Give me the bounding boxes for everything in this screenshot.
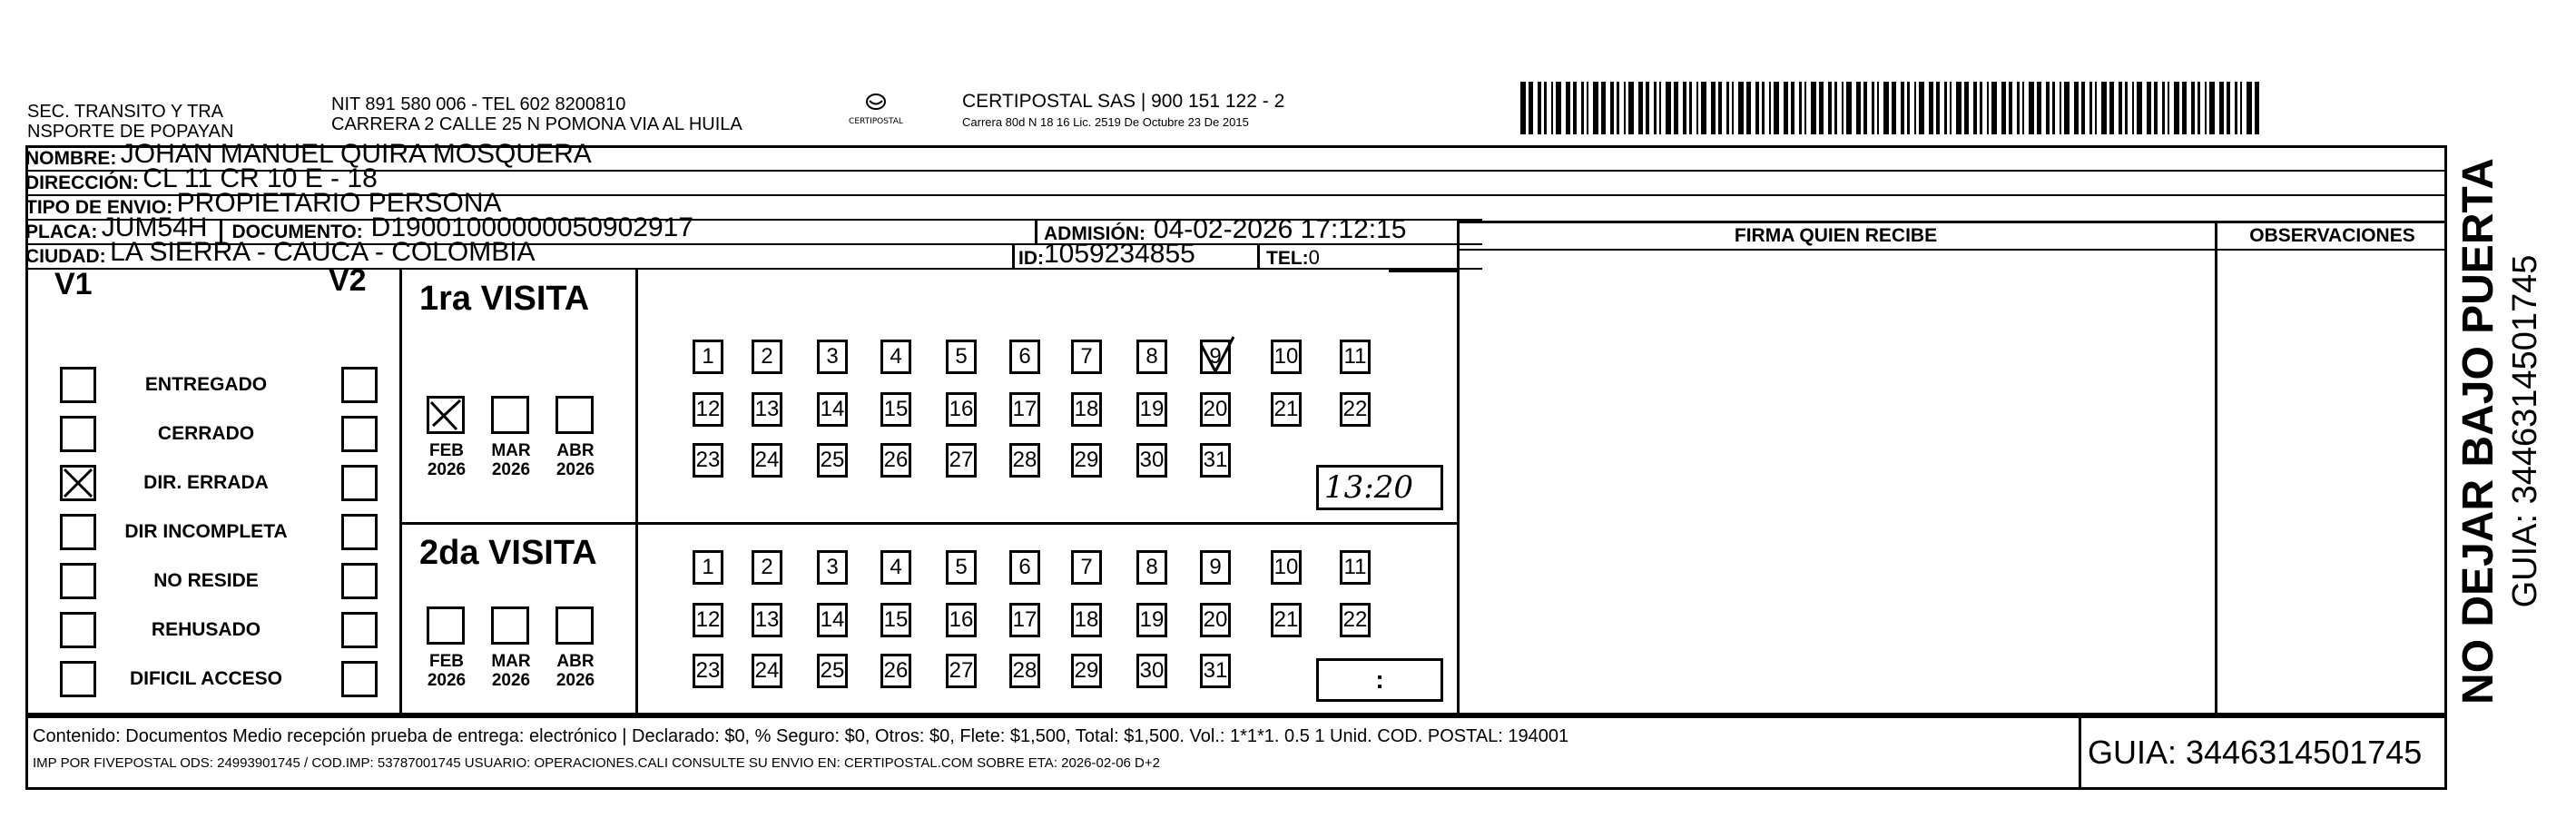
day-box[interactable]: 17 bbox=[1009, 392, 1040, 427]
barcode-bar bbox=[2052, 82, 2055, 134]
day-box[interactable]: 19 bbox=[1136, 392, 1167, 427]
barcode-bar bbox=[1628, 82, 1634, 134]
day-box[interactable]: 16 bbox=[946, 603, 977, 637]
day-box[interactable]: 19 bbox=[1136, 603, 1167, 637]
tel-field: TEL: 0 bbox=[1266, 246, 1320, 269]
barcode-bar bbox=[2009, 82, 2012, 134]
barcode-bar bbox=[1581, 82, 1584, 134]
day-box[interactable]: 11 bbox=[1340, 550, 1371, 585]
barcode-bar bbox=[1846, 82, 1852, 134]
barcode-bar bbox=[1804, 82, 1806, 134]
barcode-bar bbox=[2029, 82, 2034, 134]
month-label: MAR 2026 bbox=[491, 441, 531, 479]
barcode-bar bbox=[1907, 82, 1910, 134]
footer-contenido: Contenido: Documentos Medio recepción prueba de entrega: electrónico | Declarado: $0, % Seguro: $0, Otros: $0, Flete: $1,500, Total: $1,500. Vol.: 1*1*1. 0.5 1 Unid. COD. POSTAL: 194001 bbox=[33, 726, 1569, 746]
barcode-bar bbox=[1819, 82, 1824, 134]
nombre-value: JOHAN MANUEL QUIRA MOSQUERA bbox=[120, 139, 592, 169]
barcode-bar bbox=[1964, 82, 1969, 134]
barcode-bar bbox=[2001, 82, 2006, 134]
day-box[interactable]: 3 bbox=[817, 340, 848, 374]
barcode-bar bbox=[2209, 82, 2215, 134]
barcode bbox=[1520, 82, 2265, 134]
month-checkbox-mar[interactable] bbox=[491, 606, 529, 645]
day-box[interactable]: 26 bbox=[880, 654, 911, 688]
barcode-bar bbox=[1573, 82, 1577, 134]
day-box[interactable]: 18 bbox=[1071, 603, 1102, 637]
barcode-bar bbox=[1696, 82, 1698, 134]
tipo-row: TIPO DE ENVIO: PROPIETARIO PERSONA bbox=[25, 196, 1482, 221]
barcode-bar bbox=[1638, 82, 1643, 134]
barcode-bar bbox=[2162, 82, 2165, 134]
barcode-bar bbox=[1746, 82, 1751, 134]
barcode-bar bbox=[1683, 82, 1686, 134]
barcode-bar bbox=[2089, 82, 2092, 134]
day-box[interactable]: 22 bbox=[1340, 392, 1371, 427]
barcode-bar bbox=[1929, 82, 1933, 134]
admision-divider bbox=[1035, 221, 1037, 245]
barcode-bar bbox=[2174, 82, 2179, 134]
barcode-bar bbox=[1944, 82, 1947, 134]
v2-checkbox[interactable] bbox=[341, 612, 378, 648]
second-visit-time-box: : bbox=[1316, 658, 1443, 702]
first-visit-time-box bbox=[1316, 465, 1443, 510]
barcode-bar bbox=[2095, 82, 2097, 134]
status-divider bbox=[399, 270, 402, 715]
day-box[interactable]: 14 bbox=[817, 603, 848, 637]
nombre-row: NOMBRE: JOHAN MANUEL QUIRA MOSQUERA bbox=[25, 147, 2447, 172]
barcode-bar bbox=[1659, 82, 1661, 134]
day-box[interactable]: 30 bbox=[1136, 654, 1167, 688]
tel-divider bbox=[1257, 245, 1260, 270]
status-option-label: CERRADO bbox=[157, 423, 255, 444]
barcode-bar bbox=[1811, 82, 1816, 134]
barcode-bar bbox=[2219, 82, 2224, 134]
day-box[interactable]: 4 bbox=[880, 550, 911, 585]
barcode-bar bbox=[2046, 82, 2050, 134]
day-box[interactable]: 27 bbox=[946, 443, 977, 478]
barcode-bar bbox=[1689, 82, 1692, 134]
barcode-bar bbox=[2125, 82, 2128, 134]
barcode-bar bbox=[1718, 82, 1722, 134]
status-option-label: NO RESIDE bbox=[153, 570, 259, 591]
barcode-bar bbox=[2132, 82, 2134, 134]
v1-checkbox[interactable] bbox=[60, 465, 96, 501]
barcode-bar bbox=[2147, 82, 2151, 134]
day-box[interactable]: 24 bbox=[752, 443, 782, 478]
barcode-bar bbox=[1919, 82, 1924, 134]
firma-label: FIRMA QUIEN RECIBE bbox=[1734, 225, 1938, 246]
direccion-value: CL 11 CR 10 E - 18 bbox=[143, 163, 378, 193]
barcode-bar bbox=[2022, 82, 2024, 134]
v1-label: V1 bbox=[54, 267, 93, 301]
barcode-bar bbox=[2119, 82, 2122, 134]
barcode-bar bbox=[2074, 82, 2079, 134]
barcode-bar bbox=[1520, 82, 1526, 134]
barcode-bar bbox=[1799, 82, 1802, 134]
day-box[interactable]: 12 bbox=[693, 392, 723, 427]
barcode-bar bbox=[1587, 82, 1588, 134]
x-mark-icon bbox=[63, 468, 93, 498]
barcode-bar bbox=[2240, 82, 2242, 134]
v1-checkbox[interactable] bbox=[60, 563, 96, 599]
v2-checkbox[interactable] bbox=[341, 465, 378, 501]
barcode-bar bbox=[2060, 82, 2061, 134]
placa-row: PLACA: JUM54H DOCUMENTO: D19001000000050902917 bbox=[25, 221, 1482, 245]
barcode-bar bbox=[1674, 82, 1678, 134]
day-box[interactable]: 8 bbox=[1136, 340, 1167, 374]
day-box[interactable]: 29 bbox=[1071, 443, 1102, 478]
barcode-bar bbox=[1738, 82, 1744, 134]
tel-underline bbox=[1389, 270, 1457, 272]
day-box[interactable]: 21 bbox=[1271, 392, 1302, 427]
day-box[interactable]: 25 bbox=[817, 443, 848, 478]
barcode-bar bbox=[1872, 82, 1874, 134]
barcode-bar bbox=[1529, 82, 1533, 134]
day-box[interactable]: 27 bbox=[946, 654, 977, 688]
barcode-bar bbox=[1566, 82, 1570, 134]
barcode-bar bbox=[2081, 82, 2085, 134]
barcode-bar bbox=[1593, 82, 1598, 134]
certipostal-logo-icon bbox=[844, 89, 908, 133]
check-mark-icon bbox=[1199, 335, 1235, 381]
day-box[interactable]: 5 bbox=[946, 550, 977, 585]
barcode-bar bbox=[1551, 82, 1553, 134]
day-box[interactable]: 20 bbox=[1200, 603, 1231, 637]
v1-checkbox[interactable] bbox=[60, 367, 96, 403]
day-box[interactable]: 8 bbox=[1136, 550, 1167, 585]
day-box[interactable]: 9 bbox=[1200, 340, 1231, 374]
second-visit-title: 2da VISITA bbox=[419, 534, 597, 572]
day-box[interactable]: 14 bbox=[817, 392, 848, 427]
observaciones-label: OBSERVACIONES bbox=[2249, 225, 2415, 246]
first-visit-title: 1ra VISITA bbox=[419, 280, 590, 318]
barcode-bar bbox=[1956, 82, 1961, 134]
day-box[interactable]: 4 bbox=[880, 340, 911, 374]
barcode-bar bbox=[1877, 82, 1879, 134]
barcode-bar bbox=[1601, 82, 1606, 134]
observaciones-divider bbox=[2215, 221, 2217, 715]
month-checkbox-mar[interactable] bbox=[491, 396, 529, 434]
barcode-bar bbox=[1762, 82, 1765, 134]
barcode-bar bbox=[2197, 82, 2200, 134]
month-label: ABR 2026 bbox=[556, 441, 595, 479]
v1-checkbox[interactable] bbox=[60, 514, 96, 550]
first-visit-handwritten-time: 13:20 bbox=[1324, 469, 1413, 506]
barcode-bar bbox=[1732, 82, 1734, 134]
barcode-bar bbox=[1856, 82, 1861, 134]
v2-checkbox[interactable] bbox=[341, 661, 378, 697]
day-box[interactable]: 23 bbox=[693, 443, 723, 478]
day-box[interactable]: 13 bbox=[752, 392, 782, 427]
ciudad-value: LA SIERRA - CAUCA - COLOMBIA bbox=[110, 237, 536, 267]
day-box[interactable]: 12 bbox=[693, 603, 723, 637]
month-checkbox-feb[interactable] bbox=[427, 396, 465, 434]
firma-divider bbox=[1457, 221, 1460, 715]
day-box[interactable]: 30 bbox=[1136, 443, 1167, 478]
barcode-bar bbox=[1892, 82, 1896, 134]
day-box[interactable]: 21 bbox=[1271, 603, 1302, 637]
barcode-bar bbox=[2154, 82, 2158, 134]
day-box[interactable]: 13 bbox=[752, 603, 782, 637]
v1-checkbox[interactable] bbox=[60, 416, 96, 452]
barcode-bar bbox=[2037, 82, 2041, 134]
check-mark-icon bbox=[429, 399, 462, 431]
barcode-bar bbox=[2247, 82, 2252, 134]
month-checkbox-abr[interactable] bbox=[556, 396, 594, 434]
day-box[interactable]: 25 bbox=[817, 654, 848, 688]
barcode-bar bbox=[2255, 82, 2259, 134]
day-box[interactable]: 11 bbox=[1340, 340, 1371, 374]
day-box[interactable]: 31 bbox=[1200, 654, 1231, 688]
side-guia-text: GUIA: 3446314501745 bbox=[2506, 254, 2544, 608]
side-warning bbox=[2453, 154, 2561, 708]
barcode-bar bbox=[2137, 82, 2142, 134]
day-box[interactable]: 7 bbox=[1071, 550, 1102, 585]
admision-field: ADMISIÓN: 04-02-2026 17:12:15 bbox=[1044, 214, 1407, 244]
v2-checkbox[interactable] bbox=[341, 416, 378, 452]
day-box[interactable]: 2 bbox=[752, 550, 782, 585]
footer-guia-divider bbox=[2079, 715, 2081, 790]
v2-checkbox[interactable] bbox=[341, 563, 378, 599]
barcode-bar bbox=[1950, 82, 1952, 134]
admision-value: 04-02-2026 17:12:15 bbox=[1153, 214, 1407, 244]
barcode-bar bbox=[2227, 82, 2230, 134]
day-box[interactable]: 17 bbox=[1009, 603, 1040, 637]
barcode-bar bbox=[1769, 82, 1771, 134]
barcode-bar bbox=[2182, 82, 2187, 134]
barcode-bar bbox=[2168, 82, 2169, 134]
day-box[interactable]: 1 bbox=[693, 550, 723, 585]
barcode-bar bbox=[1544, 82, 1547, 134]
status-option-label: ENTREGADO bbox=[144, 374, 268, 395]
footer-guia: GUIA: 3446314501745 bbox=[2088, 734, 2423, 771]
barcode-bar bbox=[1901, 82, 1904, 134]
day-box[interactable]: 1 bbox=[693, 340, 723, 374]
day-box[interactable]: 6 bbox=[1009, 340, 1040, 374]
tipo-value: PROPIETARIO PERSONA bbox=[176, 188, 502, 218]
barcode-bar bbox=[1610, 82, 1614, 134]
barcode-bar bbox=[1791, 82, 1794, 134]
day-box[interactable]: 3 bbox=[817, 550, 848, 585]
day-box[interactable]: 28 bbox=[1009, 443, 1040, 478]
day-box[interactable]: 15 bbox=[880, 392, 911, 427]
month-label: FEB 2026 bbox=[427, 441, 467, 479]
day-box[interactable]: 6 bbox=[1009, 550, 1040, 585]
v2-checkbox[interactable] bbox=[341, 367, 378, 403]
barcode-bar bbox=[1701, 82, 1706, 134]
barcode-bar bbox=[1666, 82, 1671, 134]
id-field: ID: 1059234855 bbox=[1018, 239, 1195, 269]
day-box[interactable]: 20 bbox=[1200, 392, 1231, 427]
barcode-bar bbox=[2205, 82, 2207, 134]
day-box[interactable]: 23 bbox=[693, 654, 723, 688]
barcode-bar bbox=[1834, 82, 1837, 134]
day-box[interactable]: 31 bbox=[1200, 443, 1231, 478]
day-box[interactable]: 10 bbox=[1271, 550, 1302, 585]
month-checkbox-abr[interactable] bbox=[556, 606, 594, 645]
day-box[interactable]: 18 bbox=[1071, 392, 1102, 427]
barcode-bar bbox=[1646, 82, 1649, 134]
status-option-label: REHUSADO bbox=[151, 619, 261, 640]
day-box[interactable]: 29 bbox=[1071, 654, 1102, 688]
v1-checkbox[interactable] bbox=[60, 661, 96, 697]
placa-value: JUM54H bbox=[101, 212, 208, 242]
barcode-bar bbox=[1556, 82, 1561, 134]
no-dejar-text: NO DEJAR BAJO PUERTA bbox=[2454, 158, 2502, 705]
barcode-bar bbox=[2109, 82, 2114, 134]
barcode-bar bbox=[1755, 82, 1759, 134]
v2-checkbox[interactable] bbox=[341, 514, 378, 550]
barcode-bar bbox=[1828, 82, 1832, 134]
barcode-bar bbox=[1842, 82, 1844, 134]
barcode-bar bbox=[1654, 82, 1657, 134]
id-value: 1059234855 bbox=[1044, 239, 1195, 269]
barcode-bar bbox=[1711, 82, 1716, 134]
barcode-bar bbox=[1863, 82, 1867, 134]
v2-label: V2 bbox=[329, 263, 367, 298]
day-box[interactable]: 24 bbox=[752, 654, 782, 688]
sender-name: SEC. TRANSITO Y TRA NSPORTE DE POPAYAN bbox=[27, 102, 234, 142]
month-label: MAR 2026 bbox=[491, 652, 531, 690]
day-box[interactable]: 10 bbox=[1271, 340, 1302, 374]
day-box[interactable]: 2 bbox=[752, 340, 782, 374]
sender-contact: NIT 891 580 006 - TEL 602 8200810 CARRERA 2 CALLE 25 N POMONA VIA AL HUILA bbox=[331, 94, 742, 134]
day-box[interactable]: 22 bbox=[1340, 603, 1371, 637]
documento-value: D19001000000050902917 bbox=[370, 212, 694, 242]
footer-imp: IMP POR FIVEPOSTAL ODS: 24993901745 / COD.IMP: 53787001745 USUARIO: OPERACIONES.CALI CONSULTE SU ENVIO EN: CERTIPOSTAL.COM SOBRE ETA: 2026-02-06 D+2 bbox=[33, 755, 1160, 771]
visit-month-divider bbox=[635, 270, 638, 715]
barcode-bar bbox=[1987, 82, 1989, 134]
barcode-bar bbox=[1973, 82, 1977, 134]
visit-separator bbox=[399, 522, 1457, 525]
barcode-bar bbox=[2101, 82, 2107, 134]
receipt-top-line bbox=[1457, 221, 2447, 223]
barcode-bar bbox=[2191, 82, 2195, 134]
barcode-bar bbox=[1991, 82, 1997, 134]
ciudad-row: CIUDAD: LA SIERRA - CAUCA - COLOMBIA bbox=[25, 245, 1482, 270]
month-label: ABR 2026 bbox=[556, 652, 595, 690]
barcode-bar bbox=[1883, 82, 1889, 134]
barcode-bar bbox=[1617, 82, 1619, 134]
day-box[interactable]: 28 bbox=[1009, 654, 1040, 688]
barcode-bar bbox=[2235, 82, 2237, 134]
status-option-label: DIR INCOMPLETA bbox=[124, 521, 288, 542]
barcode-bar bbox=[2064, 82, 2070, 134]
direccion-row: DIRECCIÓN: CL 11 CR 10 E - 18 bbox=[25, 172, 2447, 196]
barcode-bar bbox=[1784, 82, 1788, 134]
day-box[interactable]: 7 bbox=[1071, 340, 1102, 374]
receipt-header-line bbox=[1457, 249, 2447, 251]
barcode-bar bbox=[1914, 82, 1916, 134]
barcode-bar bbox=[1624, 82, 1626, 134]
v1-checkbox[interactable] bbox=[60, 612, 96, 648]
company-info: CERTIPOSTAL SAS | 900 151 122 - 2 Carrera 80d N 18 16 Lic. 2519 De Octubre 23 De 2015 bbox=[962, 91, 1285, 129]
id-divider bbox=[1012, 245, 1015, 270]
day-box[interactable]: 9 bbox=[1200, 550, 1231, 585]
status-option-label: DIR. ERRADA bbox=[143, 472, 269, 493]
day-box[interactable]: 16 bbox=[946, 392, 977, 427]
day-box[interactable]: 26 bbox=[880, 443, 911, 478]
day-box[interactable]: 15 bbox=[880, 603, 911, 637]
barcode-bar bbox=[2017, 82, 2020, 134]
svg-text:CERTIPOSTAL: CERTIPOSTAL bbox=[849, 117, 903, 126]
barcode-bar bbox=[1538, 82, 1541, 134]
month-checkbox-feb[interactable] bbox=[427, 606, 465, 645]
month-label: FEB 2026 bbox=[427, 652, 467, 690]
barcode-bar bbox=[1726, 82, 1729, 134]
barcode-bar bbox=[1774, 82, 1779, 134]
barcode-bar bbox=[1980, 82, 1982, 134]
barcode-bar bbox=[1936, 82, 1940, 134]
status-option-label: DIFICIL ACCESO bbox=[129, 668, 282, 689]
day-box[interactable]: 5 bbox=[946, 340, 977, 374]
